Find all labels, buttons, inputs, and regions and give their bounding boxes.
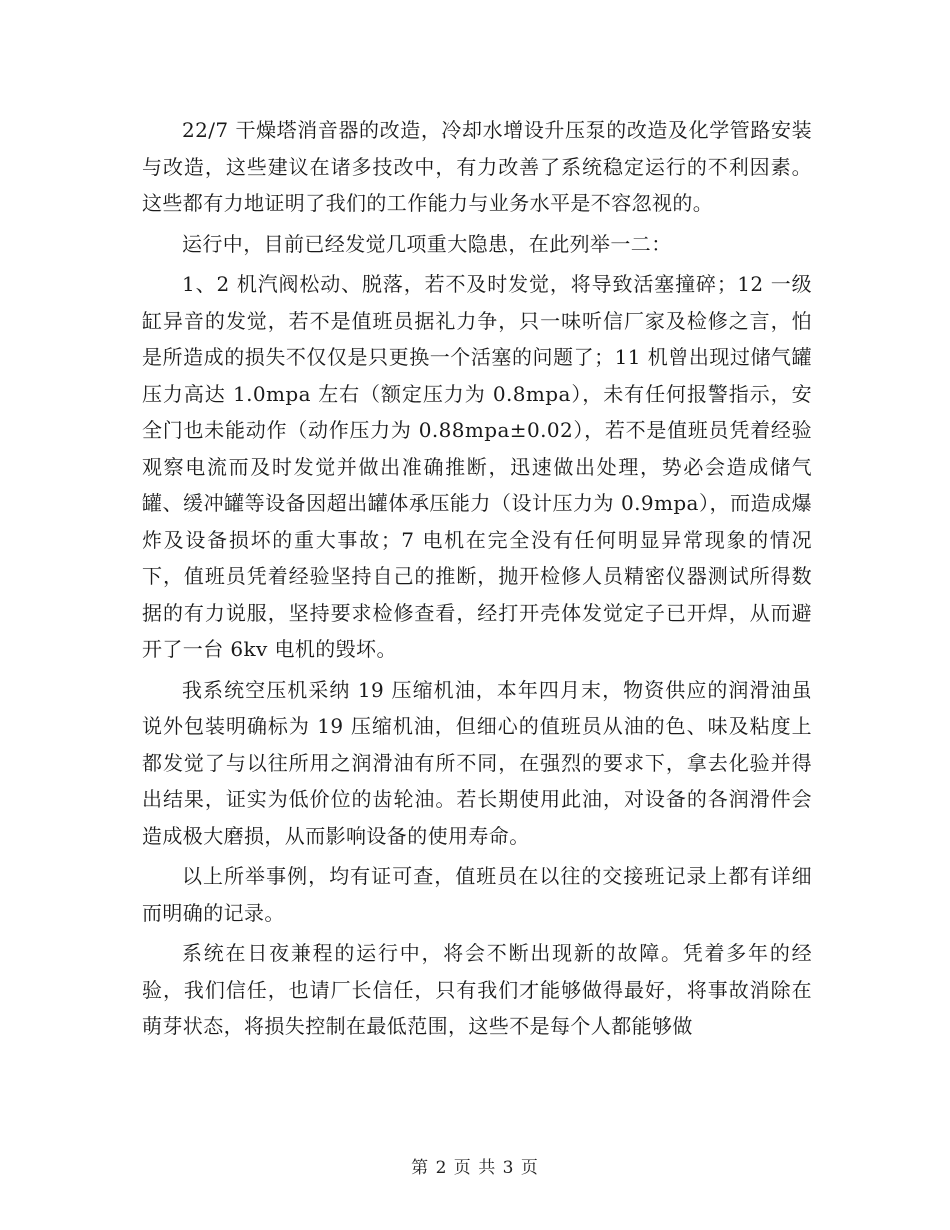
paragraph-5: 以上所举事例，均有证可查，值班员在以往的交接班记录上都有详细而明确的记录。 [142, 864, 812, 925]
paragraph-1: 22/7 干燥塔消音器的改造，冷却水增设升压泵的改造及化学管路安装与改造，这些建议在诸多技改中，有力改善了系统稳定运行的不利因素。这些都有力地证明了我们的工作能力与业务水平是不容忽视的。 [142, 118, 812, 215]
paragraph-3: 1、2 机汽阀松动、脱落，若不及时发觉，将导致活塞撞碎；12 一级缸异音的发觉，若不是值班员据礼力争，只一味听信厂家及检修之言，怕是所造成的损失不仅仅是只更换一个活塞的问题了；11 机曾出现过储气罐压力高达 1.0mpa 左右（额定压力为 0.8mpa），未有任何报警指示，安全门也未能动作（动作压力为 0.88mpa±0.02），若不是值班员凭着经验观察电流而及时发觉并做出准确推断，迅速做出处理，势必会造成储气罐、缓冲罐等设备因超出罐体承压能力（设计压力为 0.9mpa），而造成爆炸及设备损坏的重大事故；7 电机在完全没有任何明显异常现象的情况下，值班员凭着经验坚持自己的推断，抛开检修人员精密仪器测试所得数据的有力说服，坚持要求检修查看，经打开壳体发觉定子已开焊，从而避开了一台 6kv 电机的毁坏。 [142, 272, 812, 661]
page-number-footer: 第 2 页 共 3 页 [411, 1158, 539, 1178]
paragraph-6: 系统在日夜兼程的运行中，将会不断出现新的故障。凭着多年的经验，我们信任，也请厂长信任，只有我们才能够做得最好，将事故消除在萌芽状态，将损失控制在最低范围，这些不是每个人都能够做 [142, 941, 812, 1038]
paragraph-2: 运行中，目前已经发觉几项重大隐患，在此列举一二： [182, 231, 672, 256]
document-body [142, 112, 812, 1049]
paragraph-4: 我系统空压机采纳 19 压缩机油，本年四月末，物资供应的润滑油虽说外包装明确标为 19 压缩机油，但细心的值班员从油的色、味及粘度上都发觉了与以往所用之润滑油有所不同，在强烈的要求下，拿去化验并得出结果，证实为低价位的齿轮油。若长期使用此油，对设备的各润滑件会造成极大磨损，从而影响设备的使用寿命。 [142, 677, 812, 848]
